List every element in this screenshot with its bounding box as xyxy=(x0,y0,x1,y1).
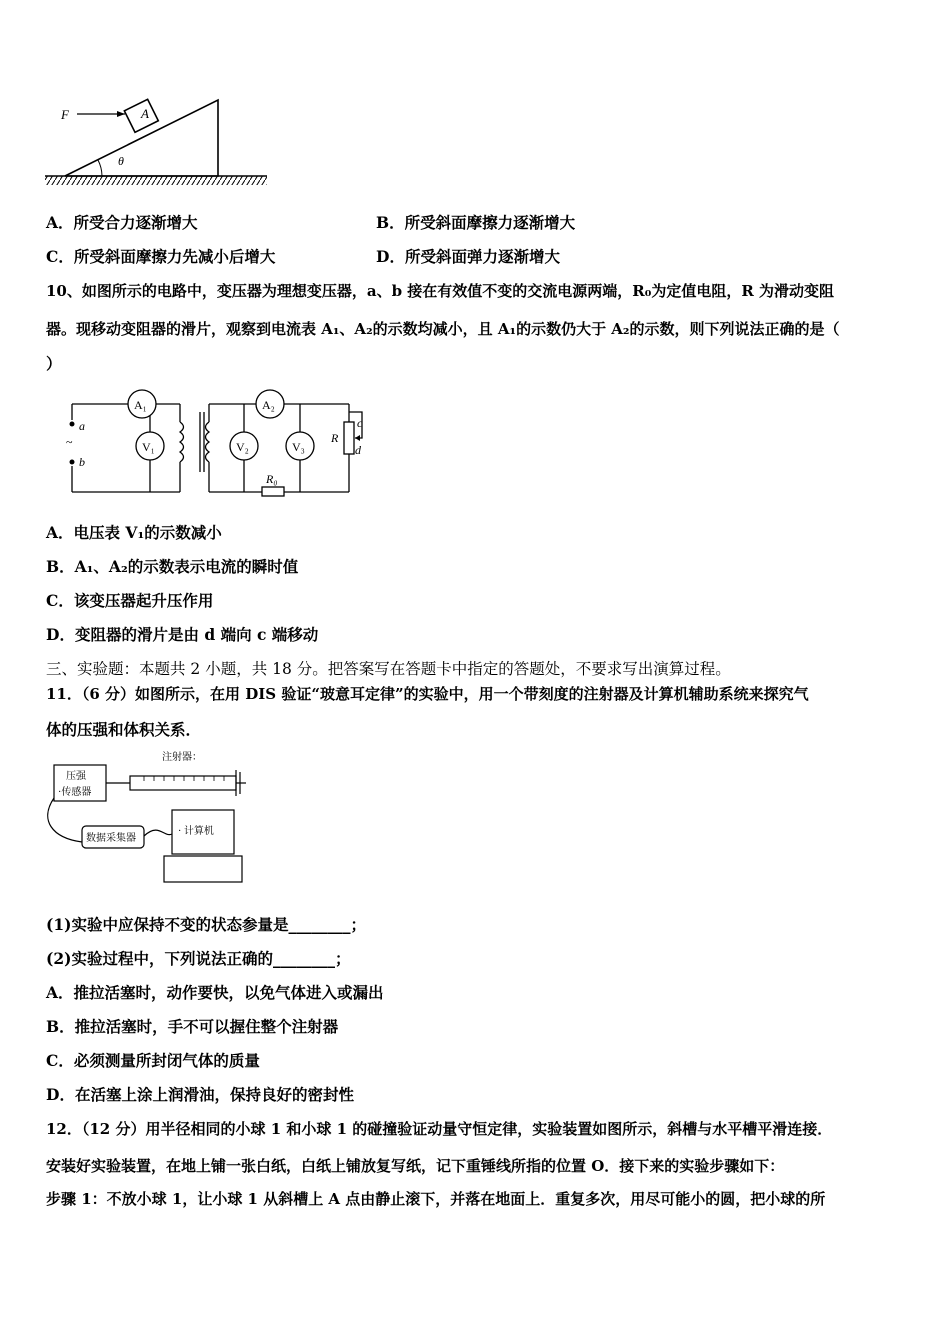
label-a1: A₁ xyxy=(134,398,147,412)
block-label: A xyxy=(141,106,149,121)
q10-stem-line3: ） xyxy=(46,354,62,373)
q9-option-d: D．所受斜面弹力逐渐增大 xyxy=(376,247,560,266)
sensor-label-1: 压强 xyxy=(66,771,86,782)
label-a: a xyxy=(79,419,85,433)
ground-hatch xyxy=(45,176,267,185)
angle-arc xyxy=(98,160,102,176)
section-3-heading: 三、实验题：本题共 2 小题，共 18 分。把答案写在答题卡中指定的答题处，不要求写出演算过程。 xyxy=(46,660,731,678)
label-tilde: ~ xyxy=(66,435,73,449)
q12-stem-line1: 12．（12 分）用半径相同的小球 1 和小球 1 的碰撞验证动量守恒定律，实验装置如图所示，斜槽与水平槽平滑连接． xyxy=(46,1120,833,1138)
q11-option-a: A．推拉活塞时，动作要快，以免气体进入或漏出 xyxy=(46,983,384,1002)
label-v1: V₁ xyxy=(142,440,155,454)
q11-option-b: B．推拉活塞时，手不可以握住整个注射器 xyxy=(46,1017,339,1036)
q11-sub2: (2)实验过程中，下列说法正确的________； xyxy=(46,949,351,968)
q11-stem-line1: 11．（6 分）如图所示，在用 DIS 验证“玻意耳定律”的实验中，用一个带刻度的注射器及计算机辅助系统来探究气 xyxy=(46,685,809,703)
label-r: R xyxy=(331,431,339,445)
label-a2: A₂ xyxy=(262,398,275,412)
q10-option-a: A．电压表 V₁的示数减小 xyxy=(46,523,222,542)
collector-label: 数据采集器 xyxy=(86,833,136,844)
arrowhead-icon xyxy=(117,111,125,117)
q9-option-c: C．所受斜面摩擦力先减小后增大 xyxy=(46,247,276,266)
computer-base xyxy=(164,856,242,882)
slider-arrow-icon xyxy=(355,435,360,441)
dis-apparatus-figure xyxy=(44,748,249,888)
label-r0: R₀ xyxy=(266,472,278,486)
computer-label: · 计算机 xyxy=(178,826,214,837)
label-b: b xyxy=(79,455,85,469)
circuit-figure xyxy=(44,382,379,500)
q11-option-d: D．在活塞上涂上润滑油，保持良好的密封性 xyxy=(46,1085,354,1104)
terminal-b xyxy=(70,460,75,465)
q9-option-a: A．所受合力逐渐增大 xyxy=(46,213,198,232)
q11-sub1: (1)实验中应保持不变的状态参量是________； xyxy=(46,915,366,934)
q10-option-c: C．该变压器起升压作用 xyxy=(46,591,214,610)
sensor-label-2: ·传感器 xyxy=(58,787,92,798)
resistor-r0 xyxy=(262,487,284,496)
terminal-a xyxy=(70,422,75,427)
incline-figure xyxy=(40,92,275,192)
label-v3: V₃ xyxy=(292,440,305,454)
q10-option-b: B．A₁、A₂的示数表示电流的瞬时值 xyxy=(46,557,299,576)
angle-label: θ xyxy=(118,154,124,168)
syringe-barrel xyxy=(130,776,236,790)
q9-option-b: B．所受斜面摩擦力逐渐增大 xyxy=(376,213,576,232)
q10-stem-line2: 器。现移动变阻器的滑片，观察到电流表 A₁、A₂的示数均减小，且 A₁的示数仍大于 A₂的示数，则下列说法正确的是（ xyxy=(46,320,840,338)
force-label: F xyxy=(61,107,69,122)
label-c: c xyxy=(357,416,363,430)
q10-option-d: D．变阻器的滑片是由 d 端向 c 端移动 xyxy=(46,625,319,644)
label-v2: V₂ xyxy=(236,440,249,454)
q12-step1: 步骤 1：不放小球 1，让小球 1 从斜槽上 A 点由静止滚下，并落在地面上．重复多次，用尽可能小的圆，把小球的所 xyxy=(46,1190,826,1208)
label-d: d xyxy=(355,443,361,457)
q12-stem-line2: 安装好实验装置，在地上铺一张白纸，白纸上铺放复写纸，记下重锤线所指的位置 O．接下来的实验步骤如下： xyxy=(46,1157,785,1175)
syringe-label: 注射器： xyxy=(162,752,202,763)
q11-stem-line2: 体的压强和体积关系． xyxy=(46,720,202,739)
q10-stem-line1: 10、如图所示的电路中，变压器为理想变压器，a、b 接在有效值不变的交流电源两端，R₀为定值电阻，R 为滑动变阻 xyxy=(46,282,835,300)
q11-option-c: C．必须测量所封闭气体的质量 xyxy=(46,1051,260,1070)
